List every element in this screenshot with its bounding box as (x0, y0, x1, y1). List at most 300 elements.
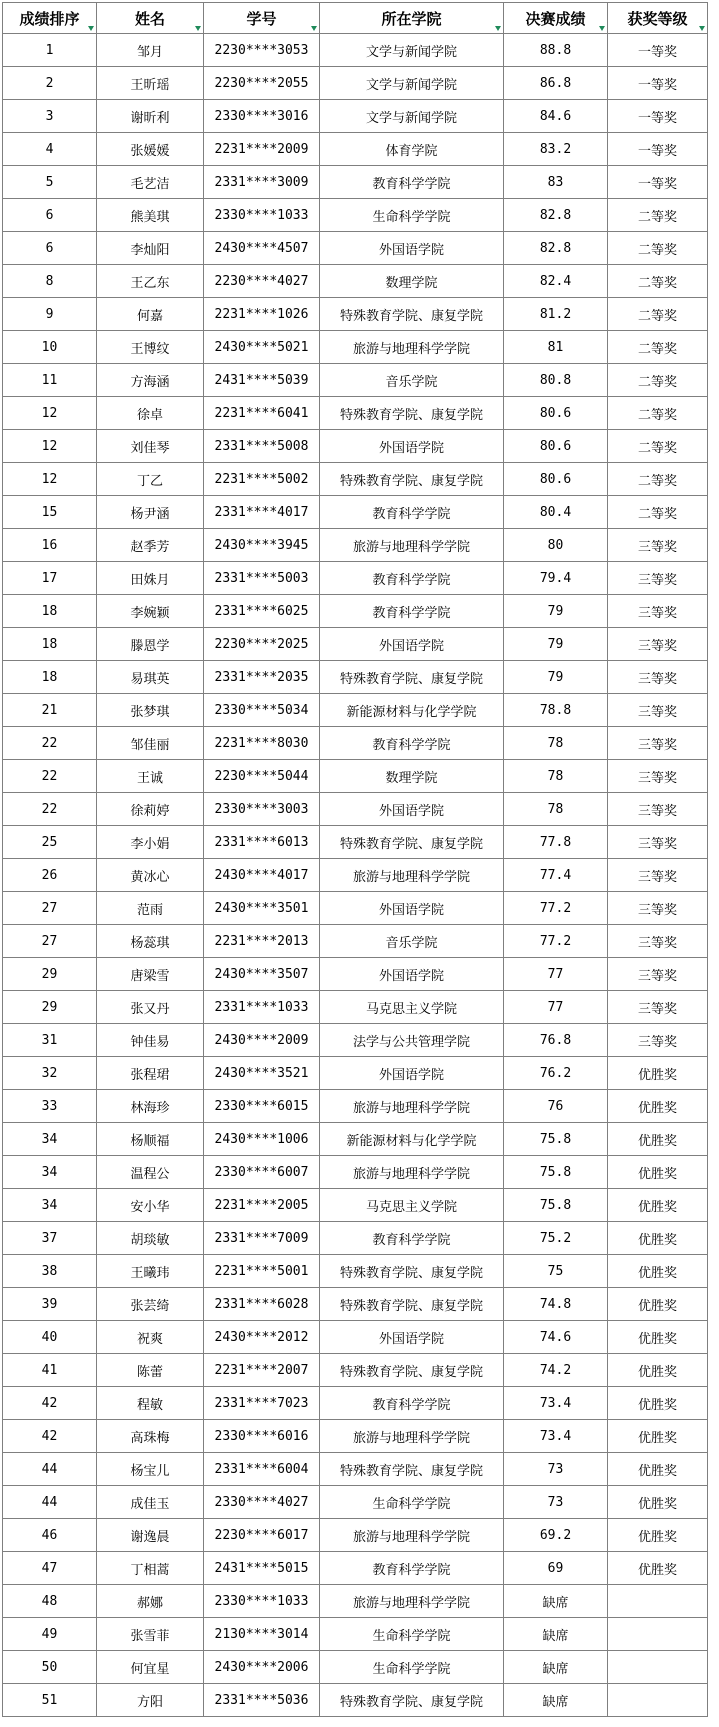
cell-score[interactable]: 78 (504, 793, 608, 826)
cell-name[interactable]: 刘佳琴 (97, 430, 204, 463)
cell-college[interactable]: 教育科学学院 (320, 595, 504, 628)
cell-name[interactable]: 杨蕊琪 (97, 925, 204, 958)
cell-score[interactable]: 73.4 (504, 1387, 608, 1420)
cell-name[interactable]: 黄冰心 (97, 859, 204, 892)
cell-name[interactable]: 邹佳丽 (97, 727, 204, 760)
cell-student-id[interactable]: 2330****6007 (204, 1156, 320, 1189)
cell-rank[interactable]: 47 (3, 1552, 97, 1585)
cell-award[interactable]: 优胜奖 (608, 1354, 708, 1387)
cell-score[interactable]: 73 (504, 1453, 608, 1486)
cell-award[interactable]: 优胜奖 (608, 1387, 708, 1420)
cell-college[interactable]: 特殊教育学院、康复学院 (320, 826, 504, 859)
cell-score[interactable]: 76.2 (504, 1057, 608, 1090)
cell-college[interactable]: 旅游与地理科学学院 (320, 1420, 504, 1453)
cell-score[interactable]: 82.8 (504, 199, 608, 232)
cell-name[interactable]: 胡琰敏 (97, 1222, 204, 1255)
cell-student-id[interactable]: 2431****5015 (204, 1552, 320, 1585)
cell-college[interactable]: 特殊教育学院、康复学院 (320, 397, 504, 430)
cell-student-id[interactable]: 2430****3945 (204, 529, 320, 562)
cell-student-id[interactable]: 2430****4017 (204, 859, 320, 892)
cell-student-id[interactable]: 2331****5036 (204, 1684, 320, 1717)
cell-student-id[interactable]: 2331****7009 (204, 1222, 320, 1255)
cell-score[interactable]: 75.8 (504, 1123, 608, 1156)
cell-score[interactable]: 81.2 (504, 298, 608, 331)
cell-college[interactable]: 特殊教育学院、康复学院 (320, 1684, 504, 1717)
cell-rank[interactable]: 22 (3, 760, 97, 793)
cell-student-id[interactable]: 2331****5003 (204, 562, 320, 595)
cell-student-id[interactable]: 2331****6028 (204, 1288, 320, 1321)
cell-award[interactable]: 优胜奖 (608, 1255, 708, 1288)
cell-college[interactable]: 教育科学学院 (320, 1387, 504, 1420)
cell-rank[interactable]: 31 (3, 1024, 97, 1057)
cell-score[interactable]: 81 (504, 331, 608, 364)
cell-score[interactable]: 缺席 (504, 1684, 608, 1717)
cell-award[interactable]: 二等奖 (608, 364, 708, 397)
cell-name[interactable]: 谢昕利 (97, 100, 204, 133)
cell-student-id[interactable]: 2330****3003 (204, 793, 320, 826)
cell-award[interactable]: 三等奖 (608, 958, 708, 991)
cell-college[interactable]: 外国语学院 (320, 628, 504, 661)
cell-student-id[interactable]: 2130****3014 (204, 1618, 320, 1651)
cell-score[interactable]: 75.8 (504, 1156, 608, 1189)
cell-college[interactable]: 旅游与地理科学学院 (320, 529, 504, 562)
cell-student-id[interactable]: 2331****3009 (204, 166, 320, 199)
cell-score[interactable]: 76.8 (504, 1024, 608, 1057)
cell-name[interactable]: 王博纹 (97, 331, 204, 364)
cell-rank[interactable]: 2 (3, 67, 97, 100)
cell-college[interactable]: 特殊教育学院、康复学院 (320, 1288, 504, 1321)
cell-award[interactable]: 二等奖 (608, 397, 708, 430)
cell-score[interactable]: 80.6 (504, 463, 608, 496)
cell-college[interactable]: 外国语学院 (320, 1057, 504, 1090)
cell-name[interactable]: 温程公 (97, 1156, 204, 1189)
cell-student-id[interactable]: 2331****7023 (204, 1387, 320, 1420)
cell-rank[interactable]: 25 (3, 826, 97, 859)
cell-name[interactable]: 张又丹 (97, 991, 204, 1024)
cell-name[interactable]: 张媛媛 (97, 133, 204, 166)
cell-rank[interactable]: 22 (3, 793, 97, 826)
cell-college[interactable]: 外国语学院 (320, 232, 504, 265)
cell-score[interactable]: 79 (504, 661, 608, 694)
cell-name[interactable]: 程敏 (97, 1387, 204, 1420)
filter-dropdown-icon[interactable] (699, 26, 705, 31)
cell-student-id[interactable]: 2430****2012 (204, 1321, 320, 1354)
cell-rank[interactable]: 48 (3, 1585, 97, 1618)
cell-award[interactable]: 三等奖 (608, 991, 708, 1024)
cell-rank[interactable]: 29 (3, 991, 97, 1024)
cell-student-id[interactable]: 2430****5021 (204, 331, 320, 364)
cell-name[interactable]: 王乙东 (97, 265, 204, 298)
cell-college[interactable]: 教育科学学院 (320, 496, 504, 529)
cell-college[interactable]: 文学与新闻学院 (320, 34, 504, 67)
cell-name[interactable]: 何嘉 (97, 298, 204, 331)
cell-rank[interactable]: 18 (3, 628, 97, 661)
cell-student-id[interactable]: 2330****6015 (204, 1090, 320, 1123)
cell-award[interactable]: 二等奖 (608, 463, 708, 496)
cell-rank[interactable]: 34 (3, 1156, 97, 1189)
cell-award[interactable]: 一等奖 (608, 166, 708, 199)
cell-score[interactable]: 77.8 (504, 826, 608, 859)
cell-name[interactable]: 徐卓 (97, 397, 204, 430)
cell-college[interactable]: 旅游与地理科学学院 (320, 1585, 504, 1618)
cell-rank[interactable]: 29 (3, 958, 97, 991)
cell-award[interactable]: 二等奖 (608, 232, 708, 265)
cell-award[interactable]: 三等奖 (608, 628, 708, 661)
cell-name[interactable]: 谢逸晨 (97, 1519, 204, 1552)
cell-award[interactable] (608, 1585, 708, 1618)
cell-college[interactable]: 特殊教育学院、康复学院 (320, 1255, 504, 1288)
cell-award[interactable]: 二等奖 (608, 331, 708, 364)
cell-name[interactable]: 王曦玮 (97, 1255, 204, 1288)
cell-student-id[interactable]: 2430****2006 (204, 1651, 320, 1684)
cell-student-id[interactable]: 2430****3501 (204, 892, 320, 925)
cell-rank[interactable]: 42 (3, 1420, 97, 1453)
cell-score[interactable]: 83.2 (504, 133, 608, 166)
cell-score[interactable]: 75.2 (504, 1222, 608, 1255)
cell-name[interactable]: 张梦琪 (97, 694, 204, 727)
cell-student-id[interactable]: 2231****8030 (204, 727, 320, 760)
cell-student-id[interactable]: 2330****5034 (204, 694, 320, 727)
cell-college[interactable]: 外国语学院 (320, 892, 504, 925)
cell-name[interactable]: 李小娟 (97, 826, 204, 859)
cell-rank[interactable]: 16 (3, 529, 97, 562)
cell-name[interactable]: 易琪英 (97, 661, 204, 694)
cell-rank[interactable]: 18 (3, 595, 97, 628)
cell-college[interactable]: 特殊教育学院、康复学院 (320, 1453, 504, 1486)
cell-name[interactable]: 方阳 (97, 1684, 204, 1717)
cell-score[interactable]: 75 (504, 1255, 608, 1288)
cell-award[interactable]: 优胜奖 (608, 1420, 708, 1453)
cell-name[interactable]: 唐梁雪 (97, 958, 204, 991)
cell-award[interactable]: 优胜奖 (608, 1486, 708, 1519)
cell-name[interactable]: 郝娜 (97, 1585, 204, 1618)
cell-award[interactable]: 三等奖 (608, 859, 708, 892)
cell-award[interactable] (608, 1618, 708, 1651)
cell-score[interactable]: 79 (504, 628, 608, 661)
filter-dropdown-icon[interactable] (195, 26, 201, 31)
filter-dropdown-icon[interactable] (88, 26, 94, 31)
cell-award[interactable]: 优胜奖 (608, 1288, 708, 1321)
cell-award[interactable]: 二等奖 (608, 265, 708, 298)
cell-rank[interactable]: 51 (3, 1684, 97, 1717)
cell-name[interactable]: 丁相蒿 (97, 1552, 204, 1585)
cell-score[interactable]: 80.4 (504, 496, 608, 529)
cell-score[interactable]: 77.2 (504, 892, 608, 925)
cell-student-id[interactable]: 2230****3053 (204, 34, 320, 67)
cell-name[interactable]: 张程珺 (97, 1057, 204, 1090)
cell-rank[interactable]: 50 (3, 1651, 97, 1684)
cell-name[interactable]: 林海珍 (97, 1090, 204, 1123)
filter-dropdown-icon[interactable] (311, 26, 317, 31)
cell-student-id[interactable]: 2230****2055 (204, 67, 320, 100)
cell-college[interactable]: 外国语学院 (320, 430, 504, 463)
cell-rank[interactable]: 32 (3, 1057, 97, 1090)
cell-score[interactable]: 79.4 (504, 562, 608, 595)
cell-award[interactable]: 优胜奖 (608, 1123, 708, 1156)
cell-college[interactable]: 新能源材料与化学学院 (320, 1123, 504, 1156)
cell-score[interactable]: 78 (504, 760, 608, 793)
cell-college[interactable]: 马克思主义学院 (320, 991, 504, 1024)
cell-award[interactable]: 一等奖 (608, 67, 708, 100)
cell-student-id[interactable]: 2430****3507 (204, 958, 320, 991)
cell-name[interactable]: 王诚 (97, 760, 204, 793)
cell-college[interactable]: 教育科学学院 (320, 562, 504, 595)
cell-name[interactable]: 熊美琪 (97, 199, 204, 232)
cell-student-id[interactable]: 2231****5001 (204, 1255, 320, 1288)
cell-award[interactable]: 优胜奖 (608, 1189, 708, 1222)
cell-score[interactable]: 69 (504, 1552, 608, 1585)
cell-college[interactable]: 生命科学学院 (320, 1486, 504, 1519)
cell-score[interactable]: 84.6 (504, 100, 608, 133)
cell-college[interactable]: 教育科学学院 (320, 1222, 504, 1255)
cell-award[interactable]: 三等奖 (608, 595, 708, 628)
cell-college[interactable]: 数理学院 (320, 265, 504, 298)
cell-rank[interactable]: 6 (3, 232, 97, 265)
cell-name[interactable]: 方海涵 (97, 364, 204, 397)
cell-name[interactable]: 安小华 (97, 1189, 204, 1222)
cell-score[interactable]: 83 (504, 166, 608, 199)
cell-rank[interactable]: 11 (3, 364, 97, 397)
cell-award[interactable]: 优胜奖 (608, 1453, 708, 1486)
cell-award[interactable]: 二等奖 (608, 430, 708, 463)
cell-student-id[interactable]: 2330****6016 (204, 1420, 320, 1453)
cell-name[interactable]: 滕恩学 (97, 628, 204, 661)
cell-college[interactable]: 生命科学学院 (320, 199, 504, 232)
cell-student-id[interactable]: 2331****4017 (204, 496, 320, 529)
cell-rank[interactable]: 4 (3, 133, 97, 166)
cell-award[interactable]: 三等奖 (608, 925, 708, 958)
cell-award[interactable]: 二等奖 (608, 298, 708, 331)
cell-score[interactable]: 82.8 (504, 232, 608, 265)
cell-score[interactable]: 73 (504, 1486, 608, 1519)
cell-rank[interactable]: 15 (3, 496, 97, 529)
cell-student-id[interactable]: 2331****6013 (204, 826, 320, 859)
cell-score[interactable]: 74.2 (504, 1354, 608, 1387)
cell-college[interactable]: 教育科学学院 (320, 1552, 504, 1585)
cell-student-id[interactable]: 2231****6041 (204, 397, 320, 430)
cell-award[interactable]: 三等奖 (608, 826, 708, 859)
cell-name[interactable]: 李婉颖 (97, 595, 204, 628)
cell-rank[interactable]: 10 (3, 331, 97, 364)
cell-award[interactable]: 三等奖 (608, 529, 708, 562)
cell-score[interactable]: 缺席 (504, 1618, 608, 1651)
cell-name[interactable]: 杨宝儿 (97, 1453, 204, 1486)
cell-student-id[interactable]: 2330****1033 (204, 199, 320, 232)
cell-rank[interactable]: 46 (3, 1519, 97, 1552)
cell-name[interactable]: 何宜星 (97, 1651, 204, 1684)
cell-college[interactable]: 马克思主义学院 (320, 1189, 504, 1222)
cell-college[interactable]: 文学与新闻学院 (320, 100, 504, 133)
cell-score[interactable]: 80.6 (504, 397, 608, 430)
cell-name[interactable]: 张雪菲 (97, 1618, 204, 1651)
cell-rank[interactable]: 12 (3, 430, 97, 463)
cell-award[interactable]: 优胜奖 (608, 1519, 708, 1552)
cell-name[interactable]: 丁乙 (97, 463, 204, 496)
cell-award[interactable]: 一等奖 (608, 133, 708, 166)
cell-student-id[interactable]: 2331****6004 (204, 1453, 320, 1486)
cell-score[interactable]: 77 (504, 991, 608, 1024)
cell-rank[interactable]: 27 (3, 892, 97, 925)
cell-award[interactable]: 优胜奖 (608, 1222, 708, 1255)
cell-rank[interactable]: 9 (3, 298, 97, 331)
cell-rank[interactable]: 12 (3, 397, 97, 430)
cell-student-id[interactable]: 2231****2005 (204, 1189, 320, 1222)
cell-award[interactable]: 二等奖 (608, 199, 708, 232)
cell-award[interactable]: 三等奖 (608, 892, 708, 925)
cell-student-id[interactable]: 2231****2007 (204, 1354, 320, 1387)
cell-college[interactable]: 特殊教育学院、康复学院 (320, 463, 504, 496)
cell-name[interactable]: 赵季芳 (97, 529, 204, 562)
cell-rank[interactable]: 37 (3, 1222, 97, 1255)
cell-award[interactable]: 二等奖 (608, 496, 708, 529)
cell-award[interactable]: 优胜奖 (608, 1552, 708, 1585)
cell-score[interactable]: 缺席 (504, 1651, 608, 1684)
cell-award[interactable]: 三等奖 (608, 793, 708, 826)
cell-college[interactable]: 数理学院 (320, 760, 504, 793)
cell-name[interactable]: 陈蕾 (97, 1354, 204, 1387)
cell-college[interactable]: 生命科学学院 (320, 1651, 504, 1684)
cell-college[interactable]: 教育科学学院 (320, 727, 504, 760)
cell-college[interactable]: 特殊教育学院、康复学院 (320, 661, 504, 694)
cell-student-id[interactable]: 2331****1033 (204, 991, 320, 1024)
cell-score[interactable]: 74.8 (504, 1288, 608, 1321)
cell-college[interactable]: 生命科学学院 (320, 1618, 504, 1651)
cell-college[interactable]: 旅游与地理科学学院 (320, 859, 504, 892)
cell-college[interactable]: 特殊教育学院、康复学院 (320, 1354, 504, 1387)
cell-student-id[interactable]: 2230****2025 (204, 628, 320, 661)
cell-name[interactable]: 邹月 (97, 34, 204, 67)
cell-student-id[interactable]: 2231****1026 (204, 298, 320, 331)
cell-student-id[interactable]: 2430****2009 (204, 1024, 320, 1057)
cell-rank[interactable]: 27 (3, 925, 97, 958)
filter-dropdown-icon[interactable] (599, 26, 605, 31)
cell-score[interactable]: 79 (504, 595, 608, 628)
cell-score[interactable]: 86.8 (504, 67, 608, 100)
cell-college[interactable]: 特殊教育学院、康复学院 (320, 298, 504, 331)
cell-name[interactable]: 徐莉婷 (97, 793, 204, 826)
cell-score[interactable]: 69.2 (504, 1519, 608, 1552)
cell-name[interactable]: 杨顺福 (97, 1123, 204, 1156)
cell-score[interactable]: 76 (504, 1090, 608, 1123)
cell-award[interactable]: 优胜奖 (608, 1090, 708, 1123)
cell-score[interactable]: 80 (504, 529, 608, 562)
cell-award[interactable]: 三等奖 (608, 727, 708, 760)
cell-score[interactable]: 78.8 (504, 694, 608, 727)
cell-score[interactable]: 82.4 (504, 265, 608, 298)
cell-score[interactable]: 77 (504, 958, 608, 991)
cell-college[interactable]: 法学与公共管理学院 (320, 1024, 504, 1057)
cell-award[interactable]: 三等奖 (608, 760, 708, 793)
cell-name[interactable]: 李灿阳 (97, 232, 204, 265)
cell-rank[interactable]: 18 (3, 661, 97, 694)
cell-rank[interactable]: 34 (3, 1123, 97, 1156)
cell-college[interactable]: 新能源材料与化学学院 (320, 694, 504, 727)
cell-name[interactable]: 田姝月 (97, 562, 204, 595)
cell-name[interactable]: 张芸绮 (97, 1288, 204, 1321)
cell-award[interactable]: 一等奖 (608, 34, 708, 67)
cell-college[interactable]: 外国语学院 (320, 958, 504, 991)
cell-rank[interactable]: 44 (3, 1486, 97, 1519)
cell-score[interactable]: 缺席 (504, 1585, 608, 1618)
cell-rank[interactable]: 17 (3, 562, 97, 595)
cell-award[interactable]: 优胜奖 (608, 1057, 708, 1090)
cell-student-id[interactable]: 2430****1006 (204, 1123, 320, 1156)
cell-rank[interactable]: 22 (3, 727, 97, 760)
cell-rank[interactable]: 8 (3, 265, 97, 298)
cell-college[interactable]: 旅游与地理科学学院 (320, 1156, 504, 1189)
cell-score[interactable]: 88.8 (504, 34, 608, 67)
cell-score[interactable]: 75.8 (504, 1189, 608, 1222)
cell-student-id[interactable]: 2330****1033 (204, 1585, 320, 1618)
cell-rank[interactable]: 40 (3, 1321, 97, 1354)
cell-award[interactable]: 一等奖 (608, 100, 708, 133)
cell-score[interactable]: 77.2 (504, 925, 608, 958)
cell-name[interactable]: 王昕瑶 (97, 67, 204, 100)
cell-award[interactable]: 三等奖 (608, 562, 708, 595)
cell-score[interactable]: 74.6 (504, 1321, 608, 1354)
cell-student-id[interactable]: 2230****5044 (204, 760, 320, 793)
cell-rank[interactable]: 34 (3, 1189, 97, 1222)
cell-score[interactable]: 80.6 (504, 430, 608, 463)
cell-student-id[interactable]: 2331****6025 (204, 595, 320, 628)
cell-rank[interactable]: 6 (3, 199, 97, 232)
cell-student-id[interactable]: 2331****2035 (204, 661, 320, 694)
cell-student-id[interactable]: 2330****4027 (204, 1486, 320, 1519)
cell-score[interactable]: 73.4 (504, 1420, 608, 1453)
cell-award[interactable] (608, 1651, 708, 1684)
cell-rank[interactable]: 49 (3, 1618, 97, 1651)
cell-rank[interactable]: 5 (3, 166, 97, 199)
cell-student-id[interactable]: 2331****5008 (204, 430, 320, 463)
cell-college[interactable]: 音乐学院 (320, 364, 504, 397)
cell-rank[interactable]: 12 (3, 463, 97, 496)
cell-award[interactable]: 三等奖 (608, 694, 708, 727)
filter-dropdown-icon[interactable] (495, 26, 501, 31)
cell-rank[interactable]: 44 (3, 1453, 97, 1486)
cell-rank[interactable]: 39 (3, 1288, 97, 1321)
cell-name[interactable]: 范雨 (97, 892, 204, 925)
cell-student-id[interactable]: 2430****4507 (204, 232, 320, 265)
cell-name[interactable]: 毛艺洁 (97, 166, 204, 199)
cell-rank[interactable]: 21 (3, 694, 97, 727)
cell-name[interactable]: 祝爽 (97, 1321, 204, 1354)
cell-student-id[interactable]: 2430****3521 (204, 1057, 320, 1090)
cell-rank[interactable]: 1 (3, 34, 97, 67)
cell-student-id[interactable]: 2230****4027 (204, 265, 320, 298)
cell-student-id[interactable]: 2231****2013 (204, 925, 320, 958)
cell-student-id[interactable]: 2230****6017 (204, 1519, 320, 1552)
cell-rank[interactable]: 42 (3, 1387, 97, 1420)
cell-college[interactable]: 文学与新闻学院 (320, 67, 504, 100)
cell-name[interactable]: 钟佳易 (97, 1024, 204, 1057)
cell-score[interactable]: 77.4 (504, 859, 608, 892)
cell-name[interactable]: 高珠梅 (97, 1420, 204, 1453)
cell-name[interactable]: 成佳玉 (97, 1486, 204, 1519)
cell-rank[interactable]: 38 (3, 1255, 97, 1288)
cell-college[interactable]: 外国语学院 (320, 793, 504, 826)
cell-rank[interactable]: 26 (3, 859, 97, 892)
cell-name[interactable]: 杨尹涵 (97, 496, 204, 529)
cell-student-id[interactable]: 2431****5039 (204, 364, 320, 397)
cell-college[interactable]: 旅游与地理科学学院 (320, 331, 504, 364)
cell-college[interactable]: 外国语学院 (320, 1321, 504, 1354)
cell-student-id[interactable]: 2231****2009 (204, 133, 320, 166)
cell-college[interactable]: 体育学院 (320, 133, 504, 166)
cell-rank[interactable]: 3 (3, 100, 97, 133)
cell-award[interactable] (608, 1684, 708, 1717)
cell-college[interactable]: 音乐学院 (320, 925, 504, 958)
cell-college[interactable]: 旅游与地理科学学院 (320, 1090, 504, 1123)
